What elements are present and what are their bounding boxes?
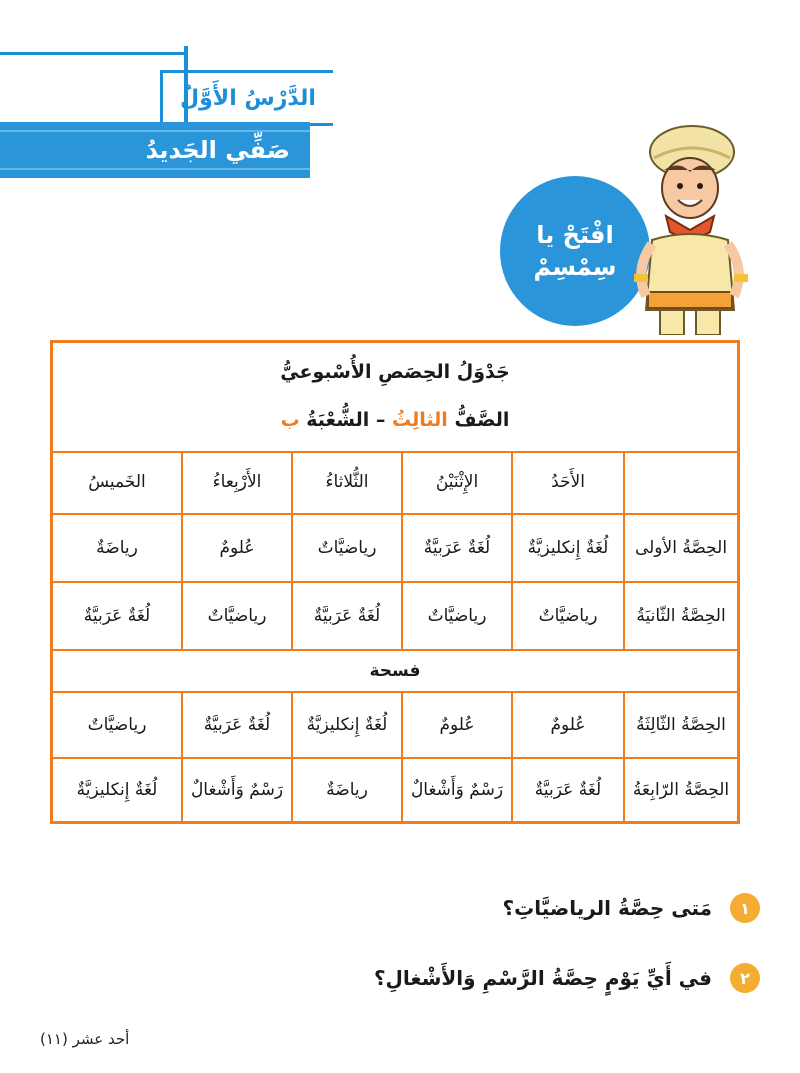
day-header: الإِثْنَيْنُ (401, 451, 511, 513)
period-label: الحِصَّةُ الثّانيَةُ (623, 583, 737, 649)
break-label: فسحة (369, 661, 421, 681)
day-header: الأَرْبِعاءُ (181, 451, 291, 513)
table-row (53, 693, 737, 759)
day-header-row (53, 451, 737, 515)
class-section-label: الشُّعْبَةُ (306, 409, 370, 431)
speech-bubble (500, 176, 650, 326)
subject-cell: رياضيَّاتٌ (511, 583, 623, 649)
class-grade: الثالِثُ (392, 409, 448, 431)
question-text: مَتى حِصَّةُ الرياضيَّاتِ؟ (502, 896, 712, 920)
table-row (53, 583, 737, 651)
subject-cell: لُغَةٌ إِنكليزيَّةٌ (76, 780, 158, 800)
subject-cell: رياضيَّاتٌ (291, 515, 401, 581)
break-row (53, 651, 737, 693)
day-header: الثُّلاثاءُ (291, 451, 401, 513)
mascot-character-illustration (630, 120, 750, 335)
subject-cell: لُغَةٌ عَرَبيَّةٌ (401, 515, 511, 581)
lesson-label (160, 70, 333, 126)
period-label: الحِصَّةُ الرّابِعَةُ (623, 759, 737, 821)
subject-cell: لُغَةٌ إِنكليزيَّةٌ (511, 515, 623, 581)
subject-cell: رياضيَّاتٌ (181, 583, 291, 649)
subject-cell: عُلومٌ (401, 693, 511, 757)
page-label: أحد عشر (72, 1030, 130, 1048)
subject-cell: لُغَةٌ عَرَبيَّةٌ (291, 583, 401, 649)
period-label: الحِصَّةُ الأولى (623, 515, 737, 581)
period-label: الحِصَّةُ الثّالِثَةُ (623, 693, 737, 757)
bubble-line-1: افْتَحْ يا (536, 220, 614, 249)
class-info (53, 409, 737, 431)
question-number-badge: ٢ (730, 963, 760, 993)
lesson-title-bar (0, 122, 310, 178)
table-row (53, 515, 737, 583)
subject-cell: لُغَةٌ عَرَبيَّةٌ (83, 606, 151, 626)
question-number-badge: ١ (730, 893, 760, 923)
day-header: الأَحَدُ (511, 451, 623, 513)
subject-cell: لُغَةٌ عَرَبيَّةٌ (511, 759, 623, 821)
subject-cell: رياضيَّاتٌ (87, 715, 147, 735)
page-number-value: ١١ (45, 1030, 62, 1048)
empty-corner-cell (623, 451, 737, 513)
subject-cell: عُلومٌ (181, 515, 291, 581)
subject-cell: لُغَةٌ إِنكليزيَّةٌ (291, 693, 401, 757)
question-2 (80, 963, 760, 993)
subject-cell: لُغَةٌ عَرَبيَّةٌ (181, 693, 291, 757)
table-title: جَدْوَلُ الحِصَصِ الأُسْبوعيُّ (280, 361, 510, 383)
lesson-title: صَفِّي الجَديدُ (145, 136, 290, 164)
class-separator: – (375, 409, 386, 431)
subject-cell: رياضَةٌ (96, 538, 138, 558)
subject-cell: رَسْمٌ وَأَشْغالٌ (401, 759, 511, 821)
question-text: في أَيِّ يَوْمٍ حِصَّةُ الرَّسْمِ وَالأَشْغالِ؟ (373, 966, 712, 990)
class-prefix: الصَّفُّ (454, 409, 510, 431)
header-frame-top (0, 52, 186, 55)
class-section: ب (280, 409, 300, 431)
lesson-label-text: الدَّرْسُ الأَوَّلُ (180, 85, 316, 111)
subject-cell: عُلومٌ (511, 693, 623, 757)
page-number: أحد عشر (١١) (40, 1030, 130, 1048)
subject-cell: رياضيَّاتٌ (401, 583, 511, 649)
day-header: الخَميسُ (88, 472, 146, 492)
table-row (53, 759, 737, 821)
weekly-schedule-table (50, 340, 740, 824)
subject-cell: رَسْمٌ وَأَشْغالٌ (181, 759, 291, 821)
brush-stroke (0, 168, 310, 170)
question-1 (80, 893, 760, 923)
subject-cell: رياضَةٌ (291, 759, 401, 821)
brush-stroke (0, 130, 310, 132)
bubble-line-2: سِمْسِمْ (533, 253, 617, 281)
